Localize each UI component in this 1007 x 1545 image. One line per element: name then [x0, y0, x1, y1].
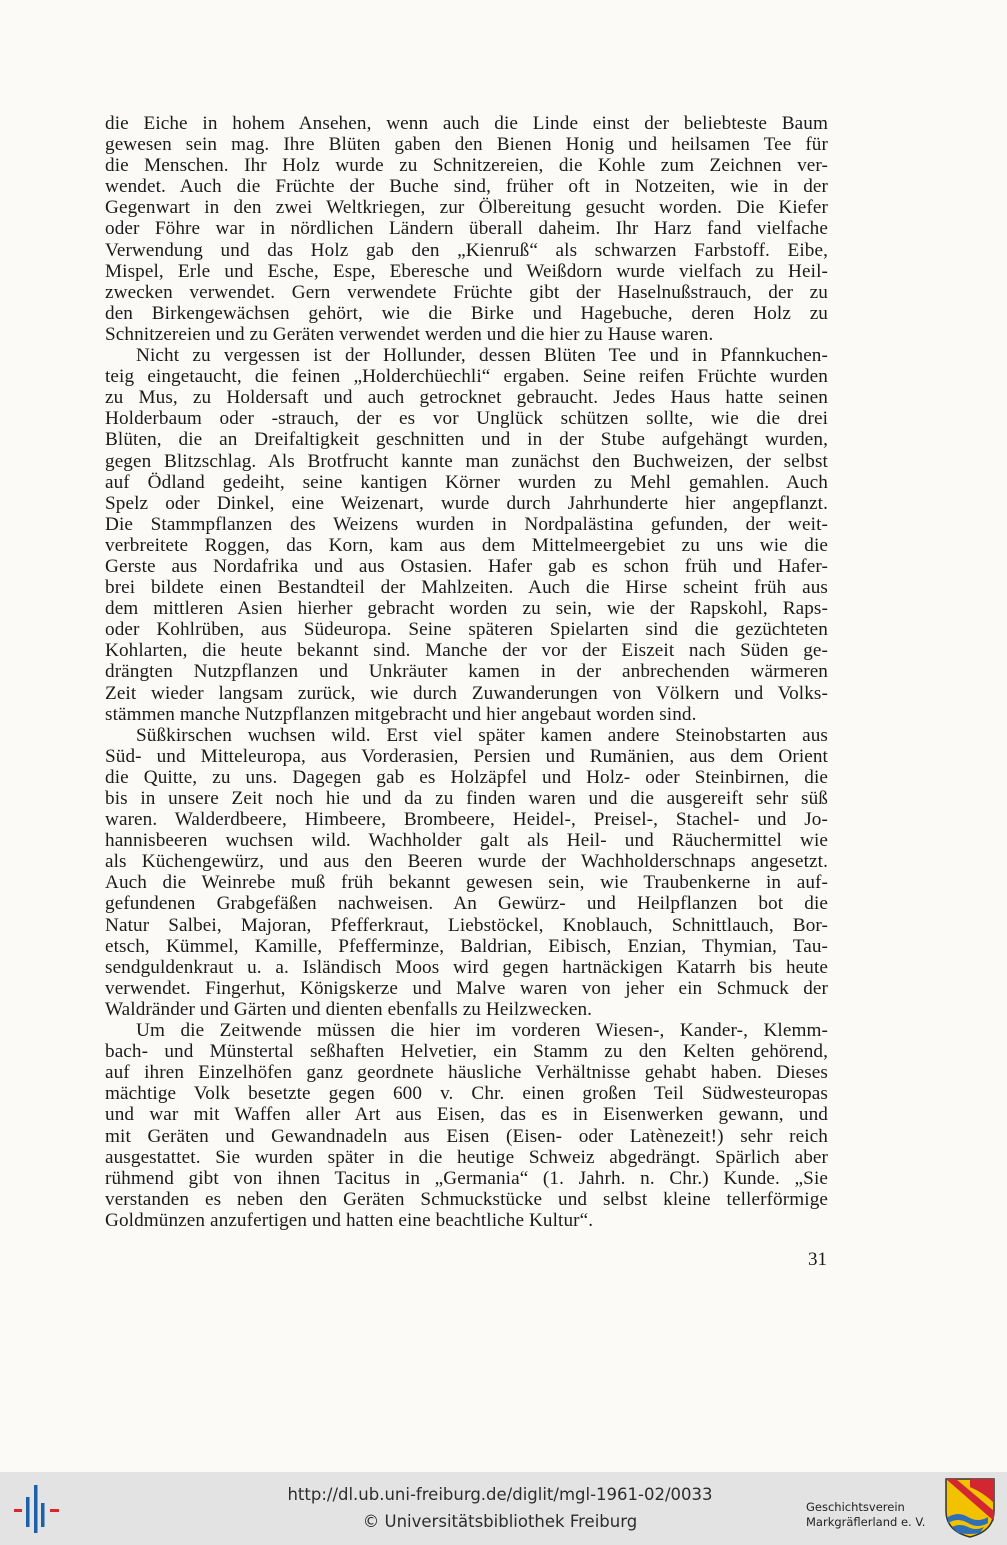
text-line: brei bildete einen Bestandteil der Mahlzeiten. Auch die Hirse scheint früh aus	[105, 577, 828, 599]
paragraph	[105, 345, 828, 725]
text-line: Kohlarten, die heute bekannt sind. Manche der vor der Eiszeit nach Süden ge-	[105, 640, 828, 662]
text-line: den Birkengewächsen gehört, wie die Birke und Hagebuche, deren Holz zu	[105, 302, 828, 324]
text-line: gegen Blitzschlag. Als Brotfrucht kannte man zunächst den Buchweizen, der selbst	[105, 450, 828, 472]
text-line: zu Mus, zu Holdersaft und auch getrocknet gebraucht. Jedes Haus hatte seinen	[105, 387, 828, 409]
text-line: Natur Salbei, Majoran, Pfefferkraut, Liebstöckel, Knoblauch, Schnittlauch, Bor-	[105, 914, 828, 936]
copyright-notice: © Universitätsbibliothek Freiburg	[362, 1512, 638, 1531]
text-line: die Eiche in hohem Ansehen, wenn auch die Linde einst der beliebteste Baum	[105, 113, 828, 134]
text-line: bis in unsere Zeit noch hie und da zu finden waren und die ausgereift sehr süß	[105, 788, 828, 809]
text-line: oder Föhre war in nördlichen Ländern überall daheim. Ihr Harz fand vielfache	[105, 218, 828, 240]
text-line: drängten Nutzpflanzen und Unkräuter kamen in der anbrechenden wärmeren	[105, 661, 828, 683]
viewer-footer	[0, 1472, 1007, 1545]
text-line: Süd- und Mitteleuropa, aus Vorderasien, Persien und Rumänien, aus dem Orient	[105, 745, 828, 767]
permalink-url[interactable]: http://dl.ub.uni-freiburg.de/diglit/mgl-1961-02/0033	[287, 1485, 713, 1504]
text-line: Spelz oder Dinkel, eine Weizenart, wurde durch Jahrhunderte hier angepflanzt.	[105, 492, 828, 514]
text-line: ausgestattet. Sie wurden später in die heutige Schweiz abgedrängt. Spärlich aber	[105, 1146, 828, 1168]
society-name-line2: Markgräflerland e. V.	[806, 1515, 926, 1529]
text-line: Die Stammpflanzen des Weizens wurden in Nordpalästina gefunden, der weit-	[105, 513, 828, 535]
text-line: die Quitte, zu uns. Dagegen gab es Holzäpfel und Holz- oder Steinbirnen, die	[105, 766, 828, 788]
text-line: Schnitzereien und zu Geräten verwendet werden und die hier zu Hause waren.	[105, 323, 714, 345]
text-line: und war mit Waffen aller Art aus Eisen, das es in Eisenwerken gewann, und	[105, 1104, 828, 1126]
text-line: gefundenen Grabgefäßen nachweisen. An Gewürz- und Heilpflanzen bot die	[105, 893, 828, 915]
coat-of-arms-icon	[944, 1477, 996, 1539]
text-line: verstanden es neben den Geräten Schmuckstücke und selbst kleine tellerförmige	[105, 1188, 828, 1210]
text-line: auf ihren Einzelhöfen ganz geordnete häusliche Verhältnisse gehabt haben. Dieses	[105, 1062, 828, 1084]
text-line: wendet. Auch die Früchte der Buche sind, früher oft in Notzeiten, wie in der	[105, 176, 828, 198]
body-text	[105, 113, 828, 1231]
text-line: mächtige Volk besetzte gegen 600 v. Chr. einen großen Teil Südwesteuropas	[105, 1083, 828, 1105]
text-line: Gerste aus Nordafrika und aus Ostasien. Hafer gab es schon früh und Hafer-	[105, 555, 828, 577]
text-line: Zeit wieder langsam zurück, wie durch Zuwanderungen von Völkern und Volks-	[105, 682, 828, 704]
text-line: teig eingetaucht, die feinen „Holderchüechli“ ergaben. Seine reifen Früchte wurden	[105, 366, 828, 388]
text-line: als Küchengewürz, und aus den Beeren wurde der Wachholderschnaps angesetzt.	[105, 851, 828, 873]
text-line: Gegenwart in den zwei Weltkriegen, zur Ölbereitung gesucht worden. Die Kiefer	[105, 197, 828, 219]
text-line: sendguldenkraut u. a. Isländisch Moos wird gegen hartnäckigen Katarrh bis heute	[105, 956, 828, 978]
text-line: Nicht zu vergessen ist der Hollunder, dessen Blüten Tee und in Pfannkuchen-	[136, 345, 828, 367]
text-line: stämmen manche Nutzpflanzen mitgebracht und hier angebaut worden sind.	[105, 703, 697, 725]
text-line: Holderbaum oder -strauch, der es vor Unglück schützen sollte, wie die drei	[105, 408, 828, 430]
text-line: bach- und Münstertal seßhaften Helvetier, ein Stamm zu den Kelten gehörend,	[105, 1041, 828, 1063]
text-line: Blüten, die an Dreifaltigkeit geschnitten und in der Stube aufgehängt wurden,	[105, 429, 828, 451]
text-line: waren. Walderdbeere, Himbeere, Brombeere, Heidel-, Preisel-, Stachel- und Jo-	[105, 809, 828, 831]
page-number: 31	[808, 1249, 827, 1270]
society-name	[806, 1500, 946, 1530]
text-line: dem mittleren Asien hierher gebracht worden zu sein, wie der Rapskohl, Raps-	[105, 598, 828, 620]
paragraph	[105, 725, 828, 1020]
text-line: verbreitete Roggen, das Korn, kam aus dem Mittelmeergebiet zu uns wie die	[105, 534, 828, 556]
text-line: mit Geräten und Gewandnadeln aus Eisen (Eisen- oder Latènezeit!) sehr reich	[105, 1125, 828, 1147]
text-line: Verwendung und das Holz gab den „Kienruß“ als schwarzen Farbstoff. Eibe,	[105, 239, 828, 261]
text-line: Auch die Weinrebe muß früh bekannt gewesen sein, wie Traubenkerne in auf-	[105, 872, 828, 894]
text-line: rühmend gibt von ihnen Tacitus in „Germania“ (1. Jahrh. n. Chr.) Kunde. „Sie	[105, 1167, 828, 1189]
text-line: etsch, Kümmel, Kamille, Pfefferminze, Baldrian, Eibisch, Enzian, Thymian, Tau-	[105, 935, 828, 957]
text-line: hannisbeeren wuchsen wild. Wachholder galt als Heil- und Räuchermittel wie	[105, 830, 828, 852]
text-line: Süßkirschen wuchsen wild. Erst viel später kamen andere Steinobstarten aus	[136, 724, 828, 746]
text-line: Goldmünzen anzufertigen und hatten eine beachtliche Kultur“.	[105, 1209, 594, 1231]
text-line: oder Kohlrüben, aus Südeuropa. Seine späteren Spielarten sind die gezüchteten	[105, 619, 828, 641]
paragraph	[105, 113, 828, 345]
text-line: verwendet. Fingerhut, Königskerze und Malve waren von jeher ein Schmuck der	[105, 977, 828, 999]
text-line: Um die Zeitwende müssen die hier im vorderen Wiesen-, Kander-, Klemm-	[136, 1020, 828, 1042]
paragraph	[105, 1020, 828, 1231]
society-name-line1: Geschichtsverein	[806, 1500, 905, 1514]
digital-library-logo-icon[interactable]	[10, 1485, 64, 1533]
text-line: auf Ödland gedeiht, seine kantigen Körner wurden zu Mehl gemahlen. Auch	[105, 471, 828, 493]
text-line: gewesen sein mag. Ihre Blüten gaben den Bienen Honig und heilsamen Tee für	[105, 134, 828, 156]
text-line: Mispel, Erle und Esche, Espe, Eberesche und Weißdorn wurde vielfach zu Heil-	[105, 260, 828, 282]
text-line: Waldränder und Gärten und dienten ebenfalls zu Heilzwecken.	[105, 998, 593, 1020]
text-line: die Menschen. Ihr Holz wurde zu Schnitzereien, die Kohle zum Zeichnen ver-	[105, 155, 828, 177]
text-line: zwecken verwendet. Gern verwendete Früchte gibt der Haselnußstrauch, der zu	[105, 281, 828, 303]
